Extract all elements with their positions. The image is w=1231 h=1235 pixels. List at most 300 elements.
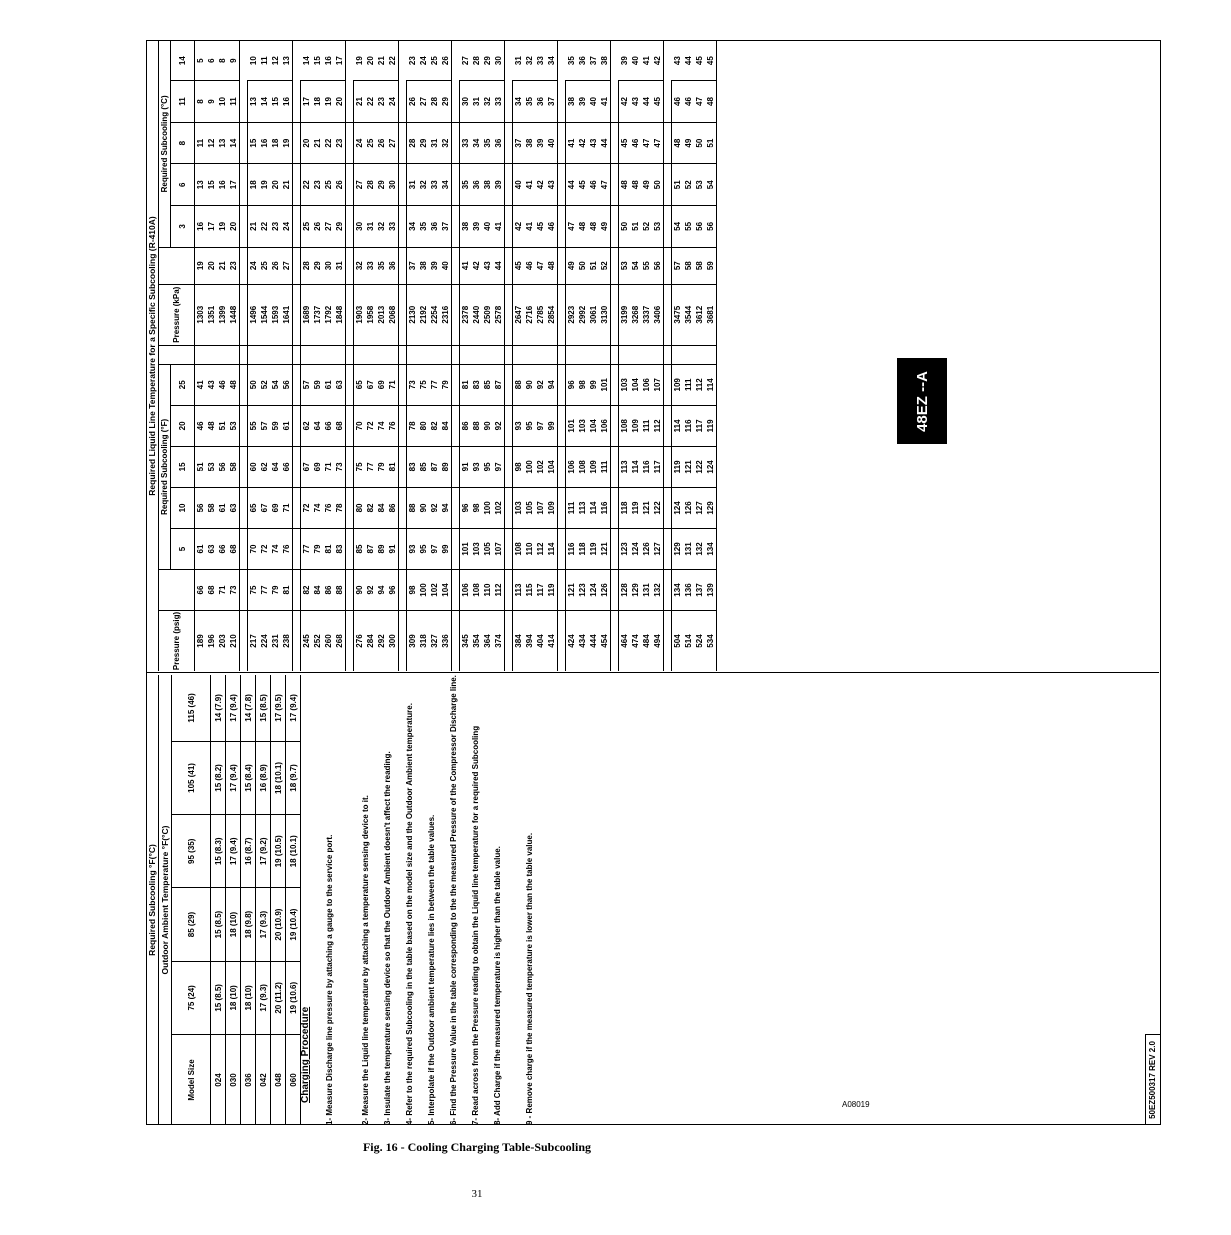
temp-f-cell: 85 [354,528,366,569]
liquid-row [259,41,270,671]
psig-cell: 504 [672,611,684,672]
temp-c-cell: 42 [619,81,631,123]
psig-cell: 189 [195,611,207,672]
temp-f-cell: 117 [652,446,664,487]
temp-c-cell: 21 [217,247,228,284]
temp-f-cell: 63 [228,487,240,528]
temp-f-cell: 126 [641,528,652,569]
ambient-col: 115 (46) [172,675,211,741]
temp-c-cell: 47 [599,164,611,206]
temp-c-cell: 41 [566,122,578,164]
temp-c-cell: 33 [493,81,505,123]
temp-f-cell: 78 [334,487,346,528]
temp-c-cell: 46 [672,81,684,123]
temp-c-cell: 58 [694,247,705,284]
kpa-cell: 2013 [376,284,387,345]
kpa-cell: 3268 [630,284,641,345]
temp-c-cell: 22 [301,164,313,206]
psig-cell: 384 [513,611,525,672]
gap-cell [513,345,525,364]
temp-c-cell: 48 [577,206,588,248]
group-spacer [611,41,619,671]
temp-c-cell: 29 [483,56,492,66]
temp-c-cell: 26 [407,81,419,123]
temp-c-cell: 49 [641,164,652,206]
procedure-step: 8- Add Charge if the measured temperature is higher than the table value. [493,846,502,1125]
liquid-row [301,41,313,671]
liquid-row [217,41,228,671]
liquid-title: Required Liquid Line Temperature for a Specific Subcooling (R-410A) [146,41,159,671]
liquid-row [652,41,664,671]
kpa-cell: 1399 [217,284,228,345]
temp-f-cell: 71 [281,487,293,528]
temp-c-cell: 43 [482,247,493,284]
temp-c-cell: 52 [683,164,694,206]
section-divider [146,672,1159,673]
temp-c-cell: 20 [366,56,375,66]
temp-f-cell: 104 [630,364,641,405]
temp-f-cell: 97 [493,446,505,487]
temp-f-cell: 127 [694,487,705,528]
temp-f-cell: 82 [365,487,376,528]
temp-f-cell: 51 [195,446,207,487]
liquid-row [334,41,346,671]
procedure-step: 7- Read across from the Pressure reading to obtain the Liquid line temperature for a required Subcooling [471,725,480,1125]
psig-cell: 534 [705,611,717,672]
temp-f-cell: 50 [248,364,260,405]
liquid-row [376,41,387,671]
temp-f-cell: 81 [387,446,399,487]
temp-f-cell: 119 [588,528,599,569]
kpa-cell: 2716 [524,284,535,345]
temp-c-cell: 16 [217,164,228,206]
subcooling-cell: 17 (9.4) [286,675,301,741]
psig-cell: 260 [323,611,334,672]
kpa-cell: 2509 [482,284,493,345]
temp-c-cell: 35 [376,247,387,284]
temp-f-cell: 69 [376,364,387,405]
psig-cell: 394 [524,611,535,672]
temp-c-cell: 52 [599,247,611,284]
kpa-cell: 3199 [619,284,631,345]
temp-c-cell: 52 [641,206,652,248]
temp-c-cell: 39 [619,56,629,66]
temp-f-cell: 106 [641,364,652,405]
temp-c-cell: 41 [524,206,535,248]
temp-c-cell: 17 [206,206,217,248]
temp-f-cell: 75 [248,570,260,611]
temp-c-cell: 32 [418,164,429,206]
temp-c-cell: 26 [312,206,323,248]
temp-f-cell: 99 [546,405,558,446]
temp-f-cell: 41 [195,364,207,405]
temp-f-cell: 102 [535,446,546,487]
liquid-row [323,41,334,671]
liquid-row [577,41,588,671]
temp-f-cell: 60 [248,446,260,487]
liquid-row [418,41,429,671]
temp-f-cell: 67 [301,446,313,487]
side-tab: 48EZ --A [897,358,947,444]
temp-c-cell: 32 [354,247,366,284]
temp-f-cell: 101 [460,528,472,569]
temp-f-cell: 134 [705,528,717,569]
temp-f-cell: 108 [619,405,631,446]
temp-c-cell: 41 [493,206,505,248]
temp-f-cell: 96 [566,364,578,405]
kpa-cell: 1737 [312,284,323,345]
temp-f-cell: 109 [546,487,558,528]
liquid-row [460,41,472,671]
model-size-cell: 060 [286,1035,301,1126]
temp-c-cell: 29 [418,122,429,164]
temp-c-cell: 29 [440,81,452,123]
subcooling-cell: 19 (10.6) [286,961,301,1034]
temp-f-cell: 124 [630,528,641,569]
kpa-cell: 2923 [566,284,578,345]
temp-f-cell: 48 [228,364,240,405]
gap-cell [228,345,240,364]
temp-c-cell: 50 [652,164,664,206]
temp-f-cell: 123 [619,528,631,569]
temp-c-cell: 40 [440,247,452,284]
gap-cell [323,345,334,364]
temp-f-cell: 92 [493,405,505,446]
model-size-header: Model Size [172,1035,211,1126]
subcooling-table [172,675,301,1125]
temp-c-cell: 28 [472,56,481,66]
temp-c-cell: 37 [589,56,598,66]
temp-f-cell: 102 [493,487,505,528]
temp-c-cell: 19 [281,122,293,164]
temp-f-cell: 59 [270,405,281,446]
temp-c-cell: 48 [546,247,558,284]
temp-f-cell: 98 [513,446,525,487]
gap-cell [694,345,705,364]
temp-c-cell: 33 [460,122,472,164]
kpa-cell: 1544 [259,284,270,345]
temp-f-cell: 132 [652,570,664,611]
liquid-row [546,41,558,671]
temp-c-cell: 31 [513,56,523,66]
psig-cell: 404 [535,611,546,672]
gap-cell [588,345,599,364]
temp-f-cell: 105 [524,487,535,528]
temp-f-cell: 100 [524,446,535,487]
temp-f-cell: 116 [641,446,652,487]
temp-f-cell: 117 [535,570,546,611]
temp-f-cell: 109 [630,405,641,446]
c-col: 11 [171,81,195,123]
temp-c-cell: 21 [354,81,366,123]
temp-c-cell: 51 [630,206,641,248]
temp-f-cell: 92 [535,364,546,405]
temp-c-cell: 40 [513,164,525,206]
temp-f-cell: 103 [471,528,482,569]
temp-c-cell: 33 [429,164,440,206]
liquid-row [354,41,366,671]
temp-f-cell: 66 [217,528,228,569]
temp-c-cell: 50 [619,206,631,248]
subcooling-cell: 17 (9.3) [256,961,271,1034]
psig-cell: 292 [376,611,387,672]
temp-c-cell: 18 [312,81,323,123]
temp-f-cell: 113 [513,570,525,611]
temp-f-cell: 58 [206,487,217,528]
temp-f-cell: 62 [301,405,313,446]
kpa-cell: 2316 [440,284,452,345]
psig-cell: 300 [387,611,399,672]
psig-cell: 203 [217,611,228,672]
temp-c-cell: 15 [206,164,217,206]
temp-c-cell: 16 [324,56,333,66]
temp-f-cell: 85 [482,364,493,405]
subcooling-cell: 17 (9.5) [271,675,286,741]
temp-f-cell: 84 [376,487,387,528]
temp-f-cell: 132 [694,528,705,569]
temp-c-cell: 23 [228,247,240,284]
ambient-col: 105 (41) [172,741,211,814]
temp-c-cell: 23 [407,56,417,66]
temp-f-cell: 126 [683,487,694,528]
kpa-cell: 2440 [471,284,482,345]
temp-c-cell: 22 [259,206,270,248]
temp-f-cell: 123 [577,570,588,611]
temp-c-cell: 38 [524,122,535,164]
liquid-row [705,41,717,671]
temp-c-cell: 16 [195,206,207,248]
temp-f-cell: 79 [312,528,323,569]
psig-cell: 364 [482,611,493,672]
temp-f-cell: 108 [471,570,482,611]
group-spacer [293,41,301,671]
temp-f-cell: 88 [407,487,419,528]
temp-c-cell: 56 [694,206,705,248]
kpa-cell: 3406 [652,284,664,345]
liquid-row [694,41,705,671]
temp-c-cell: 48 [588,206,599,248]
liquid-row [566,41,578,671]
temp-f-cell: 72 [259,528,270,569]
psig-cell: 354 [471,611,482,672]
temp-f-cell: 56 [195,487,207,528]
gap-cell [387,345,399,364]
temp-f-cell: 79 [376,446,387,487]
temp-f-cell: 119 [630,487,641,528]
temp-f-cell: 71 [387,364,399,405]
temp-f-cell: 126 [599,570,611,611]
subcooling-cell: 17 (9.4) [226,815,241,888]
temp-f-cell: 103 [513,487,525,528]
temp-c-cell: 38 [482,164,493,206]
temp-c-cell: 45 [577,164,588,206]
temp-c-cell: 47 [535,247,546,284]
temp-f-cell: 112 [652,405,664,446]
temp-c-cell: 54 [705,164,717,206]
temp-f-cell: 122 [694,446,705,487]
liquid-row [588,41,599,671]
psig-cell: 434 [577,611,588,672]
subcooling-cell: 17 (9.4) [226,741,241,814]
temp-c-cell: 42 [513,206,525,248]
temp-f-cell: 114 [630,446,641,487]
gap-cell [460,345,472,364]
temp-c-cell: 24 [248,247,260,284]
temp-c-cell: 53 [694,164,705,206]
temp-f-cell: 64 [312,405,323,446]
temp-f-cell: 94 [546,364,558,405]
gap-cell [641,345,652,364]
temp-f-cell: 95 [524,405,535,446]
temp-c-cell: 28 [301,247,313,284]
kpa-cell: 2578 [493,284,505,345]
temp-f-cell: 76 [323,487,334,528]
temp-f-cell: 116 [683,405,694,446]
temp-f-cell: 65 [248,487,260,528]
subcooling-cell: 15 (8.5) [211,888,226,961]
psig-cell: 336 [440,611,452,672]
subcooling-cell: 20 (11.2) [271,961,286,1034]
temp-c-cell: 51 [588,247,599,284]
temp-f-cell: 76 [387,405,399,446]
temp-c-cell: 38 [460,206,472,248]
temp-c-cell: 44 [493,247,505,284]
temp-c-cell: 42 [652,41,664,81]
temp-f-cell: 119 [546,570,558,611]
gap-cell [672,345,684,364]
temp-f-cell: 97 [429,528,440,569]
temp-f-cell: 119 [672,446,684,487]
c-col: 6 [171,164,195,206]
temp-c-cell: 22 [365,81,376,123]
temp-f-cell: 56 [281,364,293,405]
temp-c-cell: 28 [365,164,376,206]
temp-c-cell: 34 [440,164,452,206]
temp-f-cell: 111 [599,446,611,487]
kpa-cell: 3681 [705,284,717,345]
temp-c-cell: 45 [652,81,664,123]
temp-f-cell: 90 [354,570,366,611]
temp-c-cell: 23 [270,206,281,248]
kpa-cell: 3337 [641,284,652,345]
kpa-cell: 2647 [513,284,525,345]
temp-f-cell: 96 [460,487,472,528]
temp-c-cell: 33 [536,56,545,66]
gap-cell [281,345,293,364]
temp-c-cell: 28 [429,81,440,123]
gap-cell [493,345,505,364]
liquid-row [440,41,452,671]
temp-c-cell: 42 [471,247,482,284]
temp-f-cell: 56 [217,446,228,487]
kpa-cell: 3475 [672,284,684,345]
temp-c-cell: 44 [599,122,611,164]
group-spacer [346,41,354,671]
temp-f-cell: 137 [694,570,705,611]
temp-c-cell: 45 [535,206,546,248]
group-spacer [399,41,407,671]
temp-f-cell: 79 [270,570,281,611]
temp-c-cell: 40 [546,122,558,164]
temp-c-cell: 28 [407,122,419,164]
temp-f-cell: 55 [248,405,260,446]
temp-c-cell: 26 [270,247,281,284]
kpa-cell: 3130 [599,284,611,345]
temp-f-cell: 91 [460,446,472,487]
temp-f-cell: 54 [270,364,281,405]
temp-f-cell: 90 [524,364,535,405]
temp-f-cell: 116 [566,528,578,569]
temp-f-cell: 104 [588,405,599,446]
revision-label: 50EZ500317 REV 2.0 [1145,1034,1160,1125]
liquid-row [228,41,240,671]
subcooling-cell: 18 (9.8) [241,888,256,961]
kpa-cell: 2254 [429,284,440,345]
temp-f-cell: 112 [493,570,505,611]
psig-cell: 224 [259,611,270,672]
temp-f-cell: 87 [493,364,505,405]
subcooling-cell: 14 (7.8) [241,675,256,741]
temp-c-cell: 39 [471,206,482,248]
temp-f-cell: 53 [206,446,217,487]
temp-c-cell: 36 [429,206,440,248]
temp-f-cell: 74 [312,487,323,528]
temp-f-cell: 59 [312,364,323,405]
temp-c-cell: 31 [334,247,346,284]
gap-cell [195,345,207,364]
psig-cell: 238 [281,611,293,672]
charging-table-rotated [146,40,1231,1125]
temp-c-cell: 8 [218,58,227,63]
model-size-cell: 024 [211,1035,226,1126]
temp-f-cell: 110 [482,570,493,611]
gap-cell [301,345,313,364]
temp-f-cell: 94 [440,487,452,528]
temp-f-cell: 114 [705,364,717,405]
temp-f-cell: 88 [471,405,482,446]
liquid-row [365,41,376,671]
temp-c-cell: 49 [683,122,694,164]
gap-cell [546,345,558,364]
temp-f-cell: 109 [672,364,684,405]
kpa-cell: 1593 [270,284,281,345]
model-size-cell: 036 [241,1035,256,1126]
temp-c-cell: 21 [281,164,293,206]
temp-f-cell: 77 [365,446,376,487]
gap-cell [599,345,611,364]
subcooling-cell: 19 (10.4) [286,888,301,961]
temp-c-cell: 35 [418,206,429,248]
temp-c-cell: 25 [323,164,334,206]
temp-c-cell: 13 [217,122,228,164]
temp-c-cell: 6 [207,58,216,63]
temp-c-cell: 40 [588,81,599,123]
temp-c-cell: 36 [471,164,482,206]
temp-f-cell: 131 [641,570,652,611]
temp-c-cell: 25 [365,122,376,164]
procedure-step: 4- Refer to the required Subcooling in the table based on the model size and the Outdoor Ambient temperature. [405,703,414,1125]
temp-f-cell: 68 [206,570,217,611]
f-col: 25 [171,364,195,405]
figure-code: A08019 [842,1100,870,1109]
temp-f-cell: 114 [546,528,558,569]
temp-c-cell: 9 [206,81,217,123]
gap-cell [482,345,493,364]
temp-c-cell: 56 [652,247,664,284]
temp-f-cell: 104 [440,570,452,611]
temp-c-cell: 47 [652,122,664,164]
temp-f-cell: 67 [259,487,270,528]
